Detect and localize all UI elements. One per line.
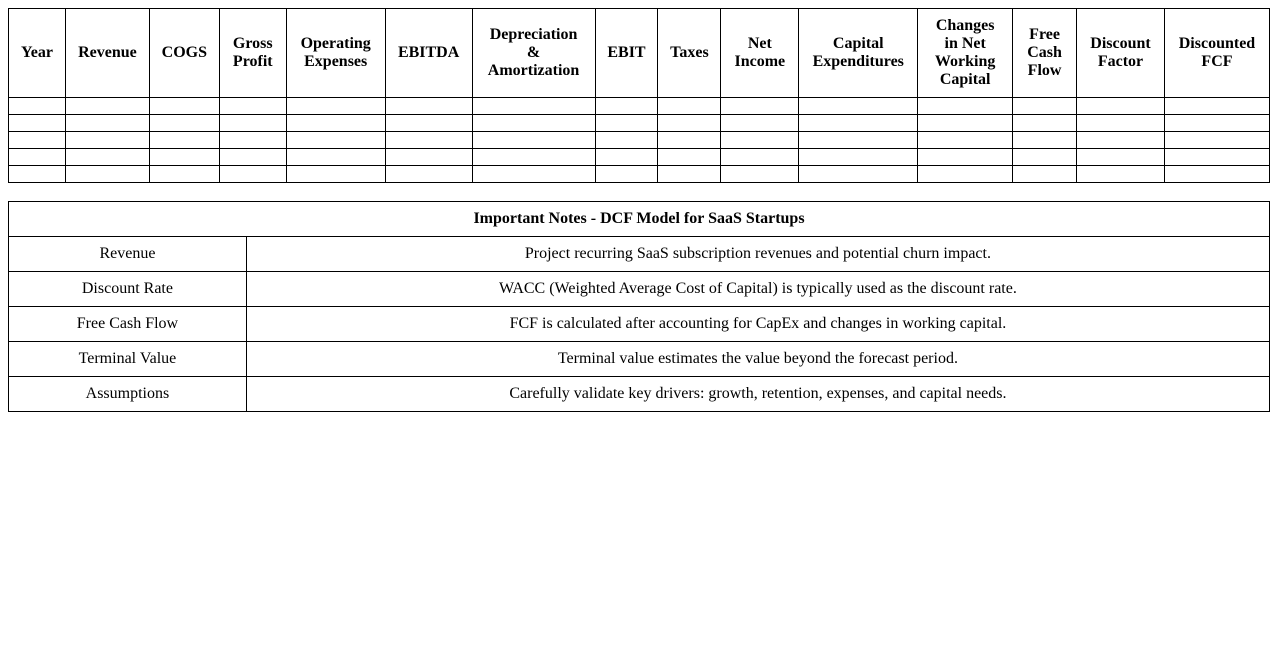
table-cell [65, 98, 149, 115]
note-label: Discount Rate [9, 272, 247, 307]
note-label: Revenue [9, 237, 247, 272]
column-header-line: Taxes [670, 44, 709, 61]
note-text: WACC (Weighted Average Cost of Capital) is typically used as the discount rate. [246, 272, 1269, 307]
table-cell [65, 115, 149, 132]
table-cell [219, 98, 286, 115]
table-cell [472, 132, 595, 149]
notes-table [8, 201, 1270, 412]
table-cell [219, 132, 286, 149]
note-text: FCF is calculated after accounting for CapEx and changes in working capital. [246, 307, 1269, 342]
column-header-line: Revenue [78, 44, 137, 61]
table-cell [1164, 149, 1269, 166]
table-cell [799, 98, 918, 115]
table-cell [799, 166, 918, 183]
column-header-line: EBITDA [397, 44, 460, 61]
table-cell [918, 115, 1013, 132]
table-cell [1077, 132, 1165, 149]
note-label: Assumptions [9, 377, 247, 412]
table-cell [658, 115, 721, 132]
table-cell [286, 149, 385, 166]
table-cell [1164, 166, 1269, 183]
column-header-line: Gross [232, 35, 273, 52]
column-header-line: Cash [1027, 44, 1062, 61]
table-cell [472, 149, 595, 166]
notes-row [9, 342, 1270, 377]
notes-title-row [9, 202, 1270, 237]
table-cell [721, 149, 799, 166]
table-cell [149, 98, 219, 115]
table-cell [149, 132, 219, 149]
column-header-line: Capital [939, 71, 991, 88]
table-cell [1013, 98, 1077, 115]
table-cell [385, 166, 472, 183]
column-header-line: Free [1029, 26, 1060, 43]
column-header [799, 9, 918, 98]
note-label: Terminal Value [9, 342, 247, 377]
table-cell [595, 115, 658, 132]
column-header [65, 9, 149, 98]
table-cell [1013, 166, 1077, 183]
note-label: Free Cash Flow [9, 307, 247, 342]
table-row [9, 132, 1270, 149]
column-header-line: Depreciation [489, 26, 578, 43]
dcf-table [8, 8, 1270, 183]
notes-row [9, 377, 1270, 412]
table-cell [385, 98, 472, 115]
column-header-line: Year [20, 44, 53, 61]
table-cell [219, 166, 286, 183]
table-cell [658, 132, 721, 149]
table-cell [721, 132, 799, 149]
table-row [9, 115, 1270, 132]
table-cell [9, 149, 66, 166]
table-cell [595, 149, 658, 166]
table-cell [721, 166, 799, 183]
table-cell [1013, 149, 1077, 166]
table-cell [65, 149, 149, 166]
table-cell [472, 166, 595, 183]
table-row [9, 149, 1270, 166]
column-header [219, 9, 286, 98]
column-header-line: Profit [232, 53, 273, 70]
notes-row [9, 272, 1270, 307]
table-row [9, 98, 1270, 115]
column-header [9, 9, 66, 98]
notes-row [9, 237, 1270, 272]
table-cell [658, 166, 721, 183]
table-cell [918, 149, 1013, 166]
table-cell [286, 166, 385, 183]
table-cell [1013, 115, 1077, 132]
column-header [1077, 9, 1165, 98]
column-header-line: Income [734, 53, 786, 70]
column-header-line: Discount [1090, 35, 1151, 52]
column-header-line: Discounted [1178, 35, 1256, 52]
column-header [595, 9, 658, 98]
column-header-line: & [526, 44, 541, 61]
column-header-line: Amortization [487, 62, 580, 79]
table-row [9, 166, 1270, 183]
table-cell [1077, 98, 1165, 115]
column-header [918, 9, 1013, 98]
column-header [286, 9, 385, 98]
column-header-line: Expenditures [812, 53, 904, 70]
table-cell [9, 132, 66, 149]
table-cell [219, 149, 286, 166]
table-cell [286, 98, 385, 115]
table-cell [149, 166, 219, 183]
table-cell [472, 98, 595, 115]
table-cell [65, 166, 149, 183]
table-cell [1077, 166, 1165, 183]
column-header-line: Flow [1027, 62, 1062, 79]
table-cell [385, 149, 472, 166]
column-header-line: Expenses [304, 53, 368, 70]
column-header-line: Changes [935, 17, 995, 34]
column-header [149, 9, 219, 98]
table-cell [9, 115, 66, 132]
table-cell [1077, 115, 1165, 132]
table-cell [658, 98, 721, 115]
table-cell [1077, 149, 1165, 166]
note-text: Carefully validate key drivers: growth, retention, expenses, and capital needs. [246, 377, 1269, 412]
table-body [9, 98, 1270, 183]
column-header-line: in Net [944, 35, 986, 52]
table-cell [1164, 132, 1269, 149]
column-header-line: Working [934, 53, 996, 70]
table-cell [149, 149, 219, 166]
table-cell [658, 149, 721, 166]
table-cell [65, 132, 149, 149]
table-cell [918, 98, 1013, 115]
table-cell [1164, 98, 1269, 115]
table-cell [595, 98, 658, 115]
notes-title: Important Notes - DCF Model for SaaS Startups [9, 202, 1270, 237]
column-header [385, 9, 472, 98]
column-header-line: FCF [1201, 53, 1233, 70]
column-header [721, 9, 799, 98]
table-cell [1013, 132, 1077, 149]
table-cell [721, 115, 799, 132]
notes-row [9, 307, 1270, 342]
table-cell [286, 115, 385, 132]
column-header-line: COGS [161, 44, 208, 61]
column-header-line: Capital [832, 35, 884, 52]
column-header-line: Net [747, 35, 772, 52]
table-header-row [9, 9, 1270, 98]
column-header [1013, 9, 1077, 98]
table-cell [9, 166, 66, 183]
table-cell [385, 132, 472, 149]
table-cell [1164, 115, 1269, 132]
table-cell [219, 115, 286, 132]
table-cell [149, 115, 219, 132]
table-cell [799, 149, 918, 166]
table-cell [286, 132, 385, 149]
table-cell [918, 166, 1013, 183]
table-cell [595, 166, 658, 183]
note-text: Terminal value estimates the value beyond the forecast period. [246, 342, 1269, 377]
table-cell [385, 115, 472, 132]
table-cell [595, 132, 658, 149]
table-cell [799, 132, 918, 149]
table-cell [918, 132, 1013, 149]
note-text: Project recurring SaaS subscription revenues and potential churn impact. [246, 237, 1269, 272]
table-cell [799, 115, 918, 132]
column-header [472, 9, 595, 98]
table-cell [721, 98, 799, 115]
table-cell [472, 115, 595, 132]
column-header-line: Operating [300, 35, 371, 52]
column-header-line: Factor [1097, 53, 1144, 70]
column-header [1164, 9, 1269, 98]
table-cell [9, 98, 66, 115]
column-header-line: EBIT [607, 44, 646, 61]
column-header [658, 9, 721, 98]
